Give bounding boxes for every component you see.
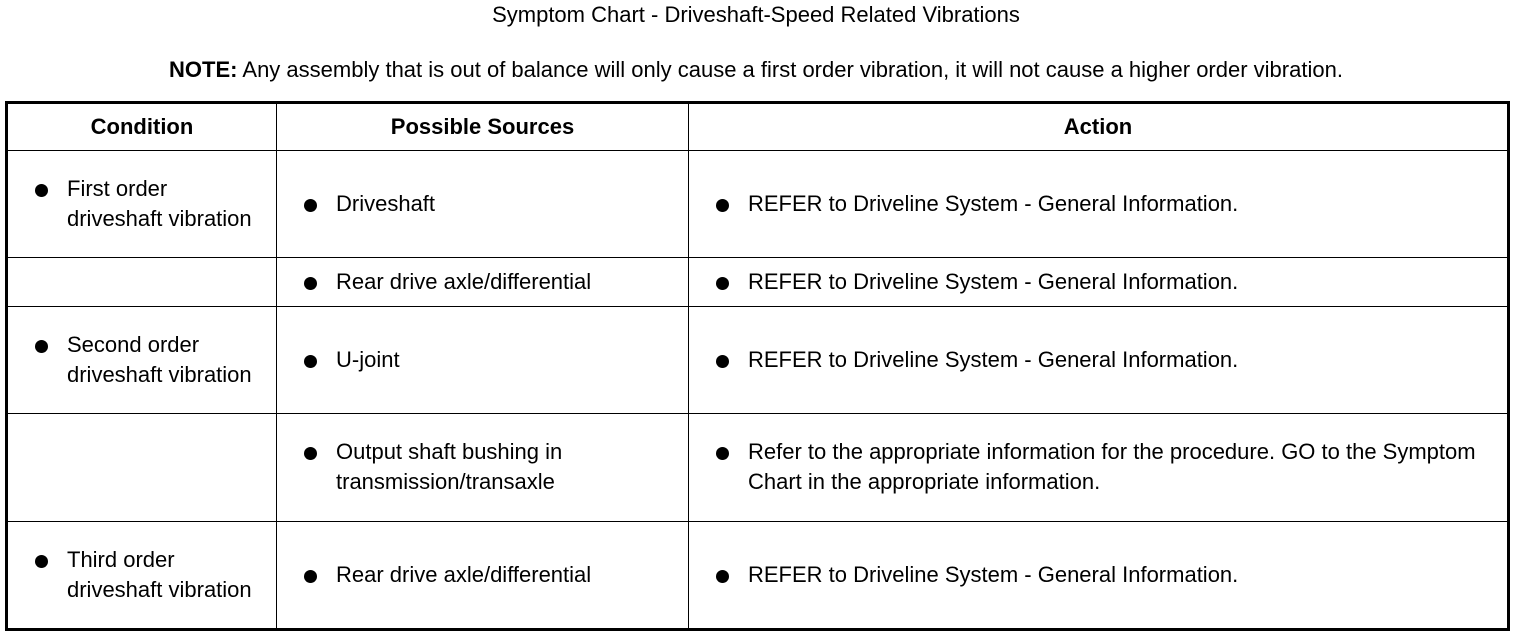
list-item xyxy=(277,267,688,297)
action-text: REFER to Driveline System - General Information. xyxy=(748,269,1239,295)
bullet-dot-icon xyxy=(716,277,729,290)
action-text: REFER to Driveline System - General Information. xyxy=(748,346,1239,372)
condition-text: Second order driveshaft vibration xyxy=(67,331,252,387)
list-item xyxy=(277,437,688,497)
condition-cell xyxy=(7,414,277,521)
source-text: Rear drive axle/differential xyxy=(336,561,592,587)
bullet-dot-icon xyxy=(35,184,48,197)
condition-cell xyxy=(7,306,277,413)
list-item xyxy=(689,437,1507,497)
action-text: REFER to Driveline System - General Information. xyxy=(748,191,1239,217)
list-item xyxy=(689,345,1507,375)
list-item xyxy=(277,189,688,219)
source-text: Output shaft bushing in transmission/transaxle xyxy=(336,439,563,495)
condition-text: First order driveshaft vibration xyxy=(67,176,252,232)
symptom-chart-table xyxy=(5,101,1510,631)
source-cell xyxy=(277,414,689,521)
list-item xyxy=(277,560,688,590)
table-row xyxy=(7,521,1509,630)
table-header-row xyxy=(7,103,1509,151)
bullet-dot-icon xyxy=(716,199,729,212)
action-cell xyxy=(689,151,1509,258)
note-label: NOTE: xyxy=(169,57,238,82)
source-cell xyxy=(277,521,689,630)
list-item xyxy=(689,189,1507,219)
table-row xyxy=(7,414,1509,521)
action-cell xyxy=(689,258,1509,306)
bullet-dot-icon xyxy=(35,555,48,568)
note xyxy=(0,57,1512,83)
source-text: U-joint xyxy=(336,346,400,372)
bullet-dot-icon xyxy=(304,355,317,368)
page-title: Symptom Chart - Driveshaft-Speed Related Vibrations xyxy=(492,2,1020,27)
action-cell xyxy=(689,521,1509,630)
source-cell xyxy=(277,258,689,306)
source-text: Driveshaft xyxy=(336,191,436,217)
list-item xyxy=(8,545,276,605)
table-row xyxy=(7,306,1509,413)
bullet-dot-icon xyxy=(35,340,48,353)
action-cell xyxy=(689,306,1509,413)
source-text: Rear drive axle/differential xyxy=(336,269,592,295)
bullet-dot-icon xyxy=(304,447,317,460)
list-item xyxy=(689,267,1507,297)
condition-cell xyxy=(7,258,277,306)
table-row xyxy=(7,258,1509,306)
bullet-dot-icon xyxy=(716,570,729,583)
list-item xyxy=(277,345,688,375)
list-item xyxy=(689,560,1507,590)
header-action: Action xyxy=(689,103,1509,151)
bullet-dot-icon xyxy=(716,355,729,368)
bullet-dot-icon xyxy=(304,277,317,290)
list-item xyxy=(8,330,276,390)
header-condition: Condition xyxy=(7,103,277,151)
action-text: REFER to Driveline System - General Information. xyxy=(748,561,1239,587)
condition-cell xyxy=(7,521,277,630)
table-row xyxy=(7,151,1509,258)
action-text: Refer to the appropriate information for the procedure. GO to the Symptom Chart in the appropriate information. xyxy=(748,439,1476,495)
action-cell xyxy=(689,414,1509,521)
header-possible-sources: Possible Sources xyxy=(277,103,689,151)
source-cell xyxy=(277,306,689,413)
bullet-dot-icon xyxy=(304,199,317,212)
bullet-dot-icon xyxy=(716,447,729,460)
source-cell xyxy=(277,151,689,258)
condition-cell xyxy=(7,151,277,258)
bullet-dot-icon xyxy=(304,570,317,583)
note-text: Any assembly that is out of balance will only cause a first order vibration, it will not cause a higher order vibration. xyxy=(237,57,1343,82)
list-item xyxy=(8,174,276,234)
condition-text: Third order driveshaft vibration xyxy=(67,546,252,602)
